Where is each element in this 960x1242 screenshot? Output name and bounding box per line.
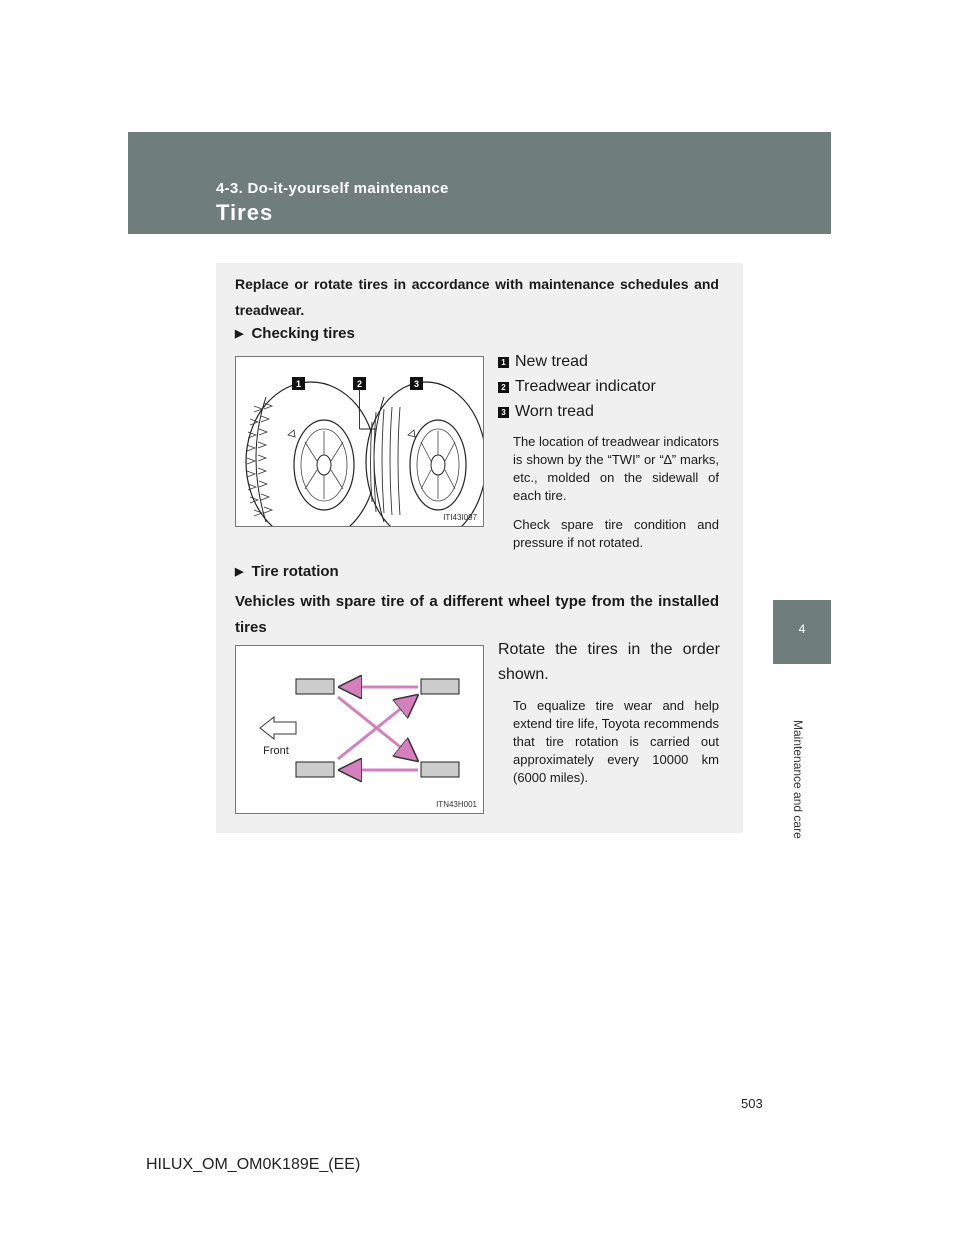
spare-tire-note: Check spare tire condition and pressure if not rotated. bbox=[513, 517, 719, 550]
figure-code: ITI43I097 bbox=[443, 513, 477, 522]
rotation-arrows bbox=[338, 687, 418, 770]
svg-text:3: 3 bbox=[413, 379, 420, 389]
intro-text: Replace or rotate tires in accordance with maintenance schedules and treadwear. bbox=[235, 276, 719, 318]
legend-label: New tread bbox=[515, 353, 588, 370]
figure-code: ITN43H001 bbox=[436, 800, 477, 809]
legend-label: Worn tread bbox=[515, 403, 594, 420]
legend-item-worn-tread bbox=[498, 402, 594, 422]
legend-label: Treadwear indicator bbox=[515, 378, 656, 395]
checking-heading bbox=[235, 325, 355, 342]
page-number: 503 bbox=[741, 1096, 763, 1111]
treadwear-note: The location of treadwear indicators is shown by the “TWI” or “∆” marks, etc., molded on the sidewall of each tire. bbox=[513, 434, 719, 503]
chapter-number: 4 bbox=[798, 622, 806, 636]
rear-right-tire bbox=[421, 762, 459, 777]
rotation-heading-label: Tire rotation bbox=[251, 563, 339, 580]
tire-rotation-figure bbox=[235, 645, 484, 814]
number-3-icon: 3 bbox=[498, 407, 509, 418]
page-title: Tires bbox=[216, 200, 274, 225]
rotation-subheading: Vehicles with spare tire of a different wheel type from the installed tires bbox=[235, 593, 719, 636]
bullet-icon: ▶ bbox=[235, 328, 244, 340]
chapter-tab[interactable] bbox=[773, 600, 831, 664]
worn-tread-tire bbox=[366, 382, 483, 526]
front-arrow-icon bbox=[260, 717, 296, 739]
front-left-tire bbox=[296, 679, 334, 694]
bullet-icon: ▶ bbox=[235, 566, 244, 578]
section-label: 4-3. Do-it-yourself maintenance bbox=[216, 180, 449, 197]
number-1-icon: 1 bbox=[498, 357, 509, 368]
tire-tread-figure bbox=[235, 356, 484, 527]
rotation-diagram bbox=[236, 646, 483, 813]
svg-text:2: 2 bbox=[356, 379, 363, 389]
document-code: HILUX_OM_OM0K189E_(EE) bbox=[146, 1156, 361, 1173]
content-panel bbox=[216, 263, 743, 833]
front-label: Front bbox=[263, 745, 289, 757]
rear-left-tire bbox=[421, 679, 459, 694]
number-2-icon: 2 bbox=[498, 382, 509, 393]
chapter-title: Maintenance and care bbox=[791, 720, 805, 839]
new-tread-tire bbox=[246, 382, 376, 526]
checking-heading-label: Checking tires bbox=[251, 325, 355, 342]
page-header bbox=[128, 132, 831, 234]
svg-text:1: 1 bbox=[295, 379, 302, 389]
rotation-heading bbox=[235, 563, 339, 580]
rotation-note: To equalize tire wear and help extend tire life, Toyota recommends that tire rotation is carried out approximately every 10000 km (6000 miles). bbox=[513, 698, 719, 785]
legend-item-new-tread bbox=[498, 352, 588, 372]
front-right-tire bbox=[296, 762, 334, 777]
legend-item-treadwear-indicator bbox=[498, 377, 656, 397]
rotation-instruction: Rotate the tires in the order shown. bbox=[498, 641, 720, 683]
tire-tread-illustration bbox=[236, 357, 483, 526]
